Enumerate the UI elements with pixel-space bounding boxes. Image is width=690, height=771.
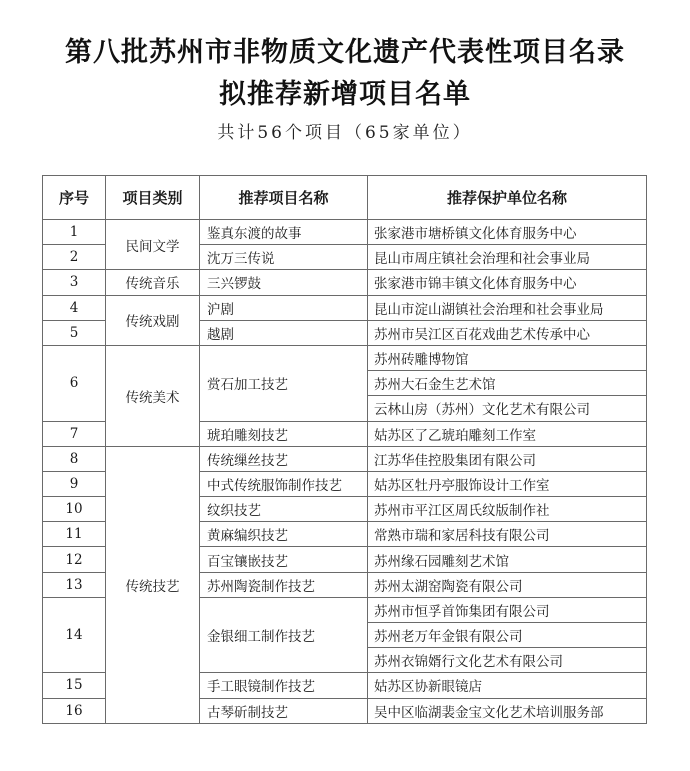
row-number: 11 (43, 522, 106, 547)
protection-unit: 苏州市吴江区百花戏曲艺术传承中心 (368, 320, 647, 345)
table-row (43, 295, 647, 320)
protection-unit: 张家港市塘桥镇文化体育服务中心 (368, 220, 647, 245)
row-number: 1 (43, 220, 106, 245)
protection-unit: 姑苏区了乙琥珀雕刻工作室 (368, 421, 647, 446)
document-title-line-2: 拟推荐新增项目名单 (219, 79, 471, 110)
row-number: 3 (43, 270, 106, 295)
protection-unit: 昆山市周庄镇社会治理和社会事业局 (368, 245, 647, 270)
row-number: 14 (43, 597, 106, 673)
protection-unit: 云林山房（苏州）文化艺术有限公司 (368, 396, 647, 421)
protection-unit: 姑苏区协新眼镜店 (368, 673, 647, 698)
row-number: 6 (43, 345, 106, 421)
project-name: 手工眼镜制作技艺 (200, 673, 368, 698)
protection-unit: 苏州砖雕博物馆 (368, 345, 647, 370)
project-name: 传统缫丝技艺 (200, 446, 368, 471)
row-number: 15 (43, 673, 106, 698)
project-name: 纹织技艺 (200, 497, 368, 522)
row-number: 9 (43, 471, 106, 496)
protection-unit: 苏州市恒孚首饰集团有限公司 (368, 597, 647, 622)
category-cell: 传统戏剧 (106, 295, 200, 345)
protection-unit: 苏州太湖窑陶瓷有限公司 (368, 572, 647, 597)
project-name: 鉴真东渡的故事 (200, 220, 368, 245)
category-cell: 传统音乐 (106, 270, 200, 295)
column-header-number: 序号 (43, 176, 106, 220)
column-header-project: 推荐项目名称 (200, 176, 368, 220)
row-number: 2 (43, 245, 106, 270)
protection-unit: 常熟市瑞和家居科技有限公司 (368, 522, 647, 547)
row-number: 12 (43, 547, 106, 572)
protection-unit: 江苏华佳控股集团有限公司 (368, 446, 647, 471)
row-number: 7 (43, 421, 106, 446)
project-name: 苏州陶瓷制作技艺 (200, 572, 368, 597)
project-name: 古琴斫制技艺 (200, 698, 368, 723)
document-title-line-1: 第八批苏州市非物质文化遗产代表性项目名录 (65, 37, 625, 68)
column-header-category: 项目类别 (106, 176, 200, 220)
project-name: 越剧 (200, 320, 368, 345)
protection-unit: 苏州缘石园雕刻艺术馆 (368, 547, 647, 572)
row-number: 16 (43, 698, 106, 723)
table-row (43, 220, 647, 245)
project-name: 赏石加工技艺 (200, 345, 368, 421)
table-header-row (43, 176, 647, 220)
recommendation-table (42, 175, 647, 724)
category-cell: 传统美术 (106, 345, 200, 446)
protection-unit: 苏州大石金生艺术馆 (368, 371, 647, 396)
protection-unit: 张家港市锦丰镇文化体育服务中心 (368, 270, 647, 295)
row-number: 5 (43, 320, 106, 345)
protection-unit: 苏州市平江区周氏纹版制作社 (368, 497, 647, 522)
table-row (43, 270, 647, 295)
protection-unit: 苏州老万年金银有限公司 (368, 623, 647, 648)
project-name: 沪剧 (200, 295, 368, 320)
table-row (43, 345, 647, 370)
project-name: 三兴锣鼓 (200, 270, 368, 295)
project-name: 中式传统服饰制作技艺 (200, 471, 368, 496)
category-cell: 民间文学 (106, 220, 200, 270)
project-name: 沈万三传说 (200, 245, 368, 270)
row-number: 4 (43, 295, 106, 320)
protection-unit: 昆山市淀山湖镇社会治理和社会事业局 (368, 295, 647, 320)
row-number: 13 (43, 572, 106, 597)
row-number: 8 (43, 446, 106, 471)
project-name: 金银细工制作技艺 (200, 597, 368, 673)
project-count-summary: 共计56个项目（65家单位） (217, 123, 473, 143)
project-name: 百宝镶嵌技艺 (200, 547, 368, 572)
project-name: 琥珀雕刻技艺 (200, 421, 368, 446)
project-name: 黄麻编织技艺 (200, 522, 368, 547)
row-number: 10 (43, 497, 106, 522)
category-cell: 传统技艺 (106, 446, 200, 723)
protection-unit: 苏州衣锦婿行文化艺术有限公司 (368, 648, 647, 673)
protection-unit: 姑苏区牡丹亭服饰设计工作室 (368, 471, 647, 496)
table-row (43, 446, 647, 471)
column-header-unit: 推荐保护单位名称 (368, 176, 647, 220)
protection-unit: 吴中区临湖裴金宝文化艺术培训服务部 (368, 698, 647, 723)
